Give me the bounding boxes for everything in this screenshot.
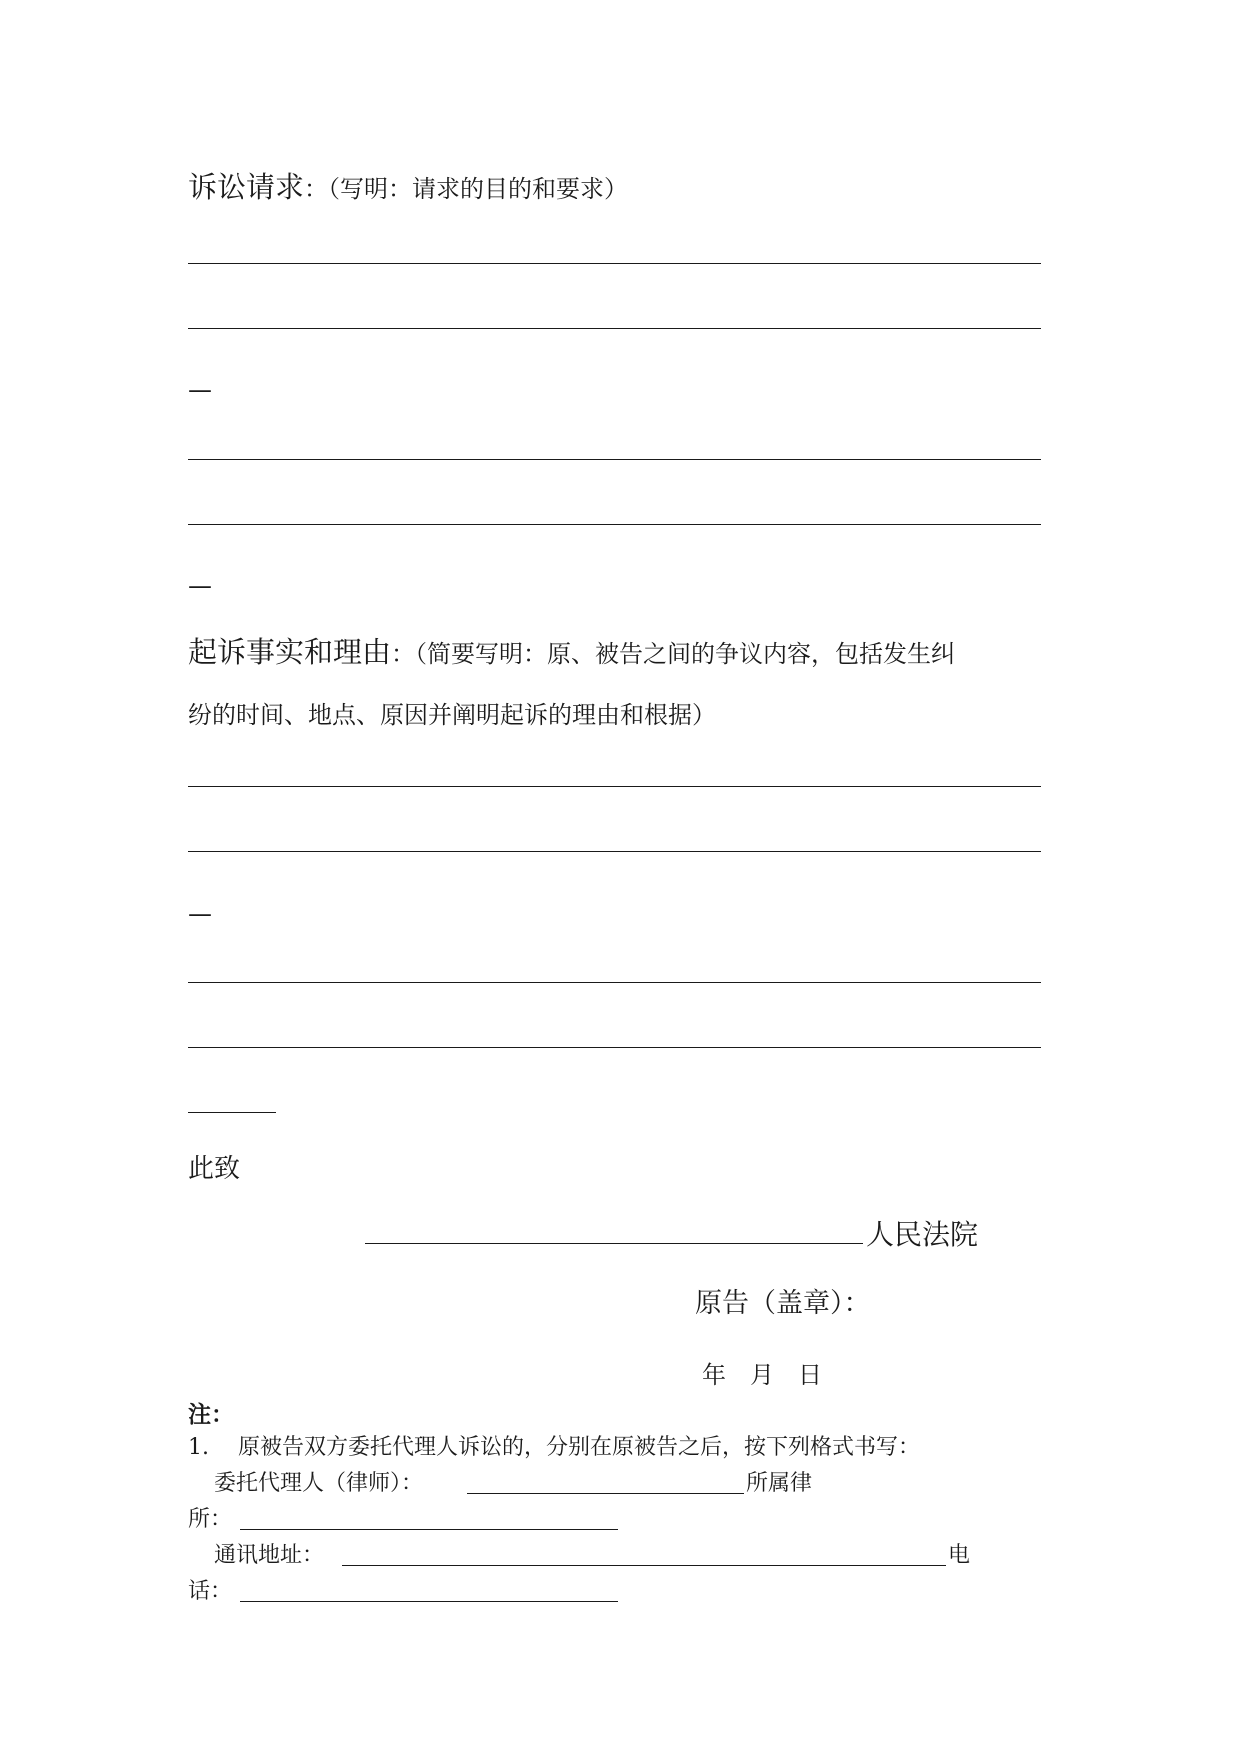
facts-title: 起诉事实和理由 — [188, 635, 392, 669]
facts-line-3[interactable] — [188, 982, 1041, 983]
claims-heading — [188, 165, 628, 206]
address-line[interactable] — [342, 1565, 946, 1566]
court-suffix: 人民法院 — [866, 1218, 979, 1251]
salutation: 此致 — [188, 1154, 241, 1184]
claims-line-4[interactable] — [188, 524, 1041, 525]
facts-line-4[interactable] — [188, 1047, 1041, 1048]
signing-date: 年 月 日 — [702, 1361, 822, 1389]
claims-title: 诉讼请求 — [188, 170, 305, 204]
firm-name-line[interactable] — [240, 1529, 618, 1530]
phone-label-part1: 电 — [948, 1543, 971, 1568]
phone-label-part2: 话： — [188, 1579, 233, 1604]
facts-dash-1: — — [188, 900, 212, 928]
court-name-line[interactable] — [365, 1243, 863, 1244]
claims-note: ：（写明：请求的目的和要求） — [304, 175, 629, 203]
facts-line-2[interactable] — [188, 851, 1041, 852]
notes-heading: 注： — [188, 1402, 234, 1428]
claims-line-3[interactable] — [188, 459, 1041, 460]
agent-label: 委托代理人（律师）： — [214, 1471, 424, 1496]
firm-label-part2: 所： — [188, 1507, 233, 1532]
agent-name-line[interactable] — [467, 1493, 744, 1494]
notes-item-1: 1. 原被告双方委托代理人诉讼的，分别在原被告之后，按下列格式书写： — [188, 1435, 920, 1460]
facts-line-1[interactable] — [188, 786, 1041, 787]
claims-dash-1: — — [188, 376, 212, 404]
facts-line-short[interactable] — [188, 1112, 276, 1113]
phone-line[interactable] — [240, 1601, 618, 1602]
claims-dash-2: — — [188, 572, 212, 600]
plaintiff-seal-label: 原告（盖章）： — [695, 1288, 871, 1319]
claims-line-2[interactable] — [188, 328, 1041, 329]
address-label: 通讯地址： — [214, 1543, 325, 1568]
claims-line-1[interactable] — [188, 263, 1041, 264]
facts-note-line1: ：（简要写明：原、被告之间的争议内容，包括发生纠 — [391, 640, 956, 668]
facts-note-line2: 纷的时间、地点、原因并阐明起诉的理由和根据） — [188, 701, 716, 729]
facts-heading — [188, 630, 955, 671]
firm-label-part1: 所属律 — [746, 1471, 813, 1496]
